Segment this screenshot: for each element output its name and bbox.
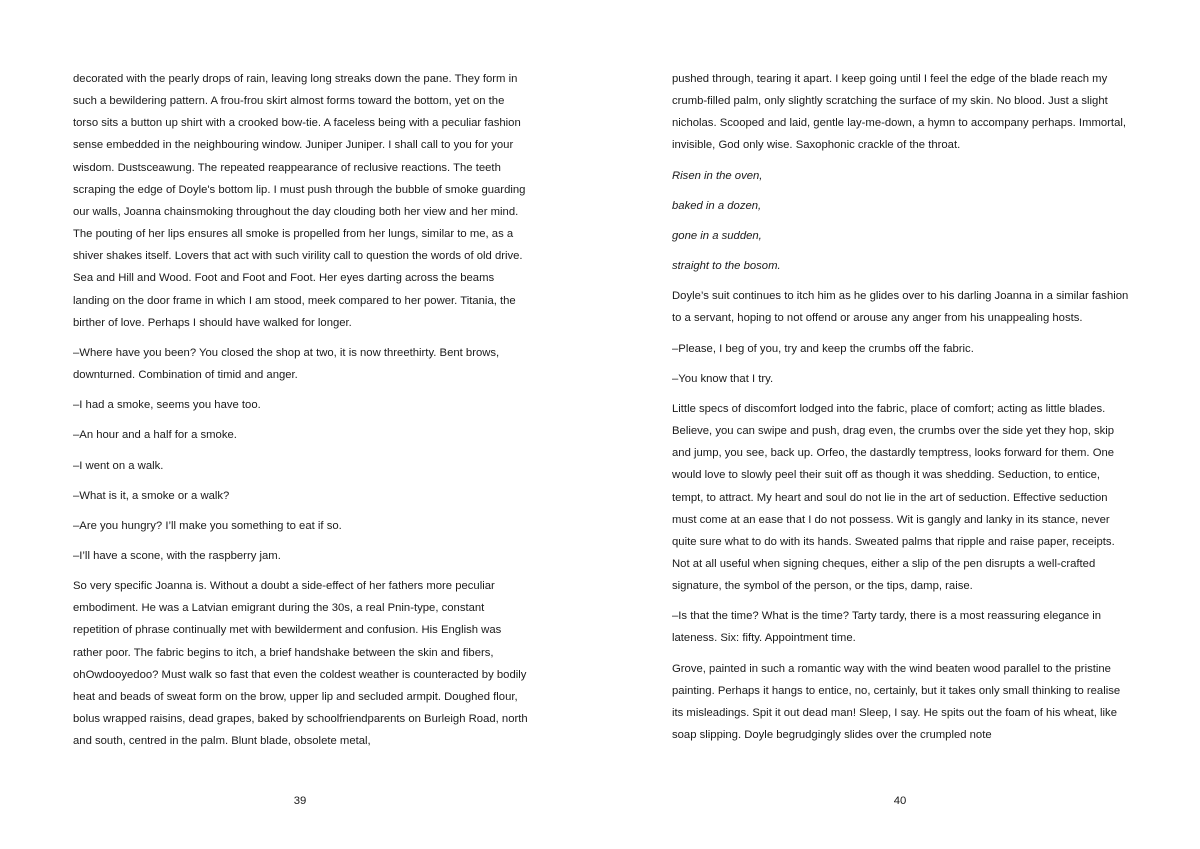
poem-line: straight to the bosom. <box>672 260 781 273</box>
paragraph: –I’ll have a scone, with the raspberry jam. <box>73 549 281 562</box>
poem-line: gone in a sudden, <box>672 229 762 242</box>
paragraph: –I had a smoke, seems you have too. <box>73 399 261 412</box>
page-number: 40 <box>893 795 907 807</box>
paragraph: –An hour and a half for a smoke. <box>73 429 237 442</box>
page-text <box>73 68 529 760</box>
paragraph: Doyle’s suit continues to itch him as he glides over to his darling Joanna in a similar fashion to a servant, hoping to not offend or arouse any anger from his unappealing hosts. <box>672 290 1129 325</box>
paragraph: –Please, I beg of you, try and keep the crumbs off the fabric. <box>672 342 974 355</box>
paragraph: –Is that the time? What is the time? Tarty tardy, there is a most reassuring elegance in lateness. Six: fifty. Appointment time. <box>672 610 1102 645</box>
poem-line: baked in a dozen, <box>672 199 762 212</box>
paragraph: Grove, painted in such a romantic way with the wind beaten wood parallel to the pristine painting. Perhaps it hangs to entice, no, certainly, but it takes only small thinking to realise its misleadings. Spit it out dead man! Sleep, I say. He spits out the foam of his wheat, like soap slipping. Doyle begrudgingly slides over the crumpled note <box>672 662 1121 742</box>
paragraph: –What is it, a smoke or a walk? <box>73 489 230 502</box>
paragraph: So very specific Joanna is. Without a doubt a side-effect of her fathers more peculiar embodiment. He was a Latvian emigrant during the 30s, a real Pnin-type, constant repetition of phrase continually met with bewilderment and confusion. His English was rather poor. The fabric begins to itch, a brief handshake between the skin and fibers, ohOwdooyedoo? Must walk so fast that even the coldest weather is counteracted by bodily heat and beads of sweat form on the brow, upper lip and secluded armpit. Doughed flour, bolus wrapped raisins, dead grapes, baked by schoolfriendparents on Burleigh Road, north and south, centred in the palm. Blunt blade, obsolete metal, <box>73 580 528 748</box>
paragraph: decorated with the pearly drops of rain, leaving long streaks down the pane. They form in such a bewildering pattern. A frou-frou skirt almost forms toward the bottom, yet on the torso sits a button up shirt with a crooked bow-tie. A faceless being with a peculiar fashion sense embedded in the neighbouring window. Juniper Juniper. I shall call to you for your wisdom. Dustsceawung. The repeated reappearance of reclusive reactions. The teeth scraping the edge of Doyle's bottom lip. I must push through the bubble of smoke guarding our walls, Joanna chainsmoking throughout the day clouding both her view and her mind. The pouting of her lips ensures all smoke is propelled from her lungs, similar to me, as a shiver shakes itself. Lovers that act with such virility call to question the words of old drive. Sea and Hill and Wood. Foot and Foot and Foot. Her eyes darting across the beams landing on the door frame in which I am stood, meek compared to her power. Titania, the birther of love. Perhaps I should have walked for longer. <box>73 73 526 329</box>
paragraph: –Where have you been? You closed the shop at two, it is now threethirty. Bent brows, downturned. Combination of timid and anger. <box>73 346 500 382</box>
page-text <box>672 68 1130 754</box>
right-page <box>600 0 1200 849</box>
page-number: 39 <box>293 795 307 807</box>
paragraph: –You know that I try. <box>672 372 774 385</box>
poem-line: Risen in the oven, <box>672 169 763 182</box>
paragraph: pushed through, tearing it apart. I keep going until I feel the edge of the blade reach my crumb-filled palm, only slightly scratching the surface of my skin. No blood. Just a slight nicholas. Scooped and laid, gentle lay-me-down, a hymn to accompany perhaps. Immortal, invisible, God only wise. Saxophonic crackle of the throat. <box>672 73 1126 152</box>
paragraph: –I went on a walk. <box>73 459 164 472</box>
paragraph: –Are you hungry? I’ll make you something to eat if so. <box>73 519 342 532</box>
paragraph: Little specs of discomfort lodged into the fabric, place of comfort; acting as little blades. Believe, you can swipe and push, drag even, the crumbs over the side yet they hop, skip and jump, you see, back up. Orfeo, the dastardly temptress, looks forward for them. One would love to slowly peel their suit off as though it was shedding. Seduction, to entice, tempt, to attract. My heart and soul do not lie in the art of seduction. Effective seduction must come at an ease that I do not possess. Wit is gangly and lanky in its stance, never quite sure what to do with its hands. Sweated palms that ripple and raise paper, receipts. Not at all useful when signing cheques, either a slip of the pen disrupts a well-crafted signature, the symbol of the person, or the tips, damp, raise. <box>672 402 1115 593</box>
